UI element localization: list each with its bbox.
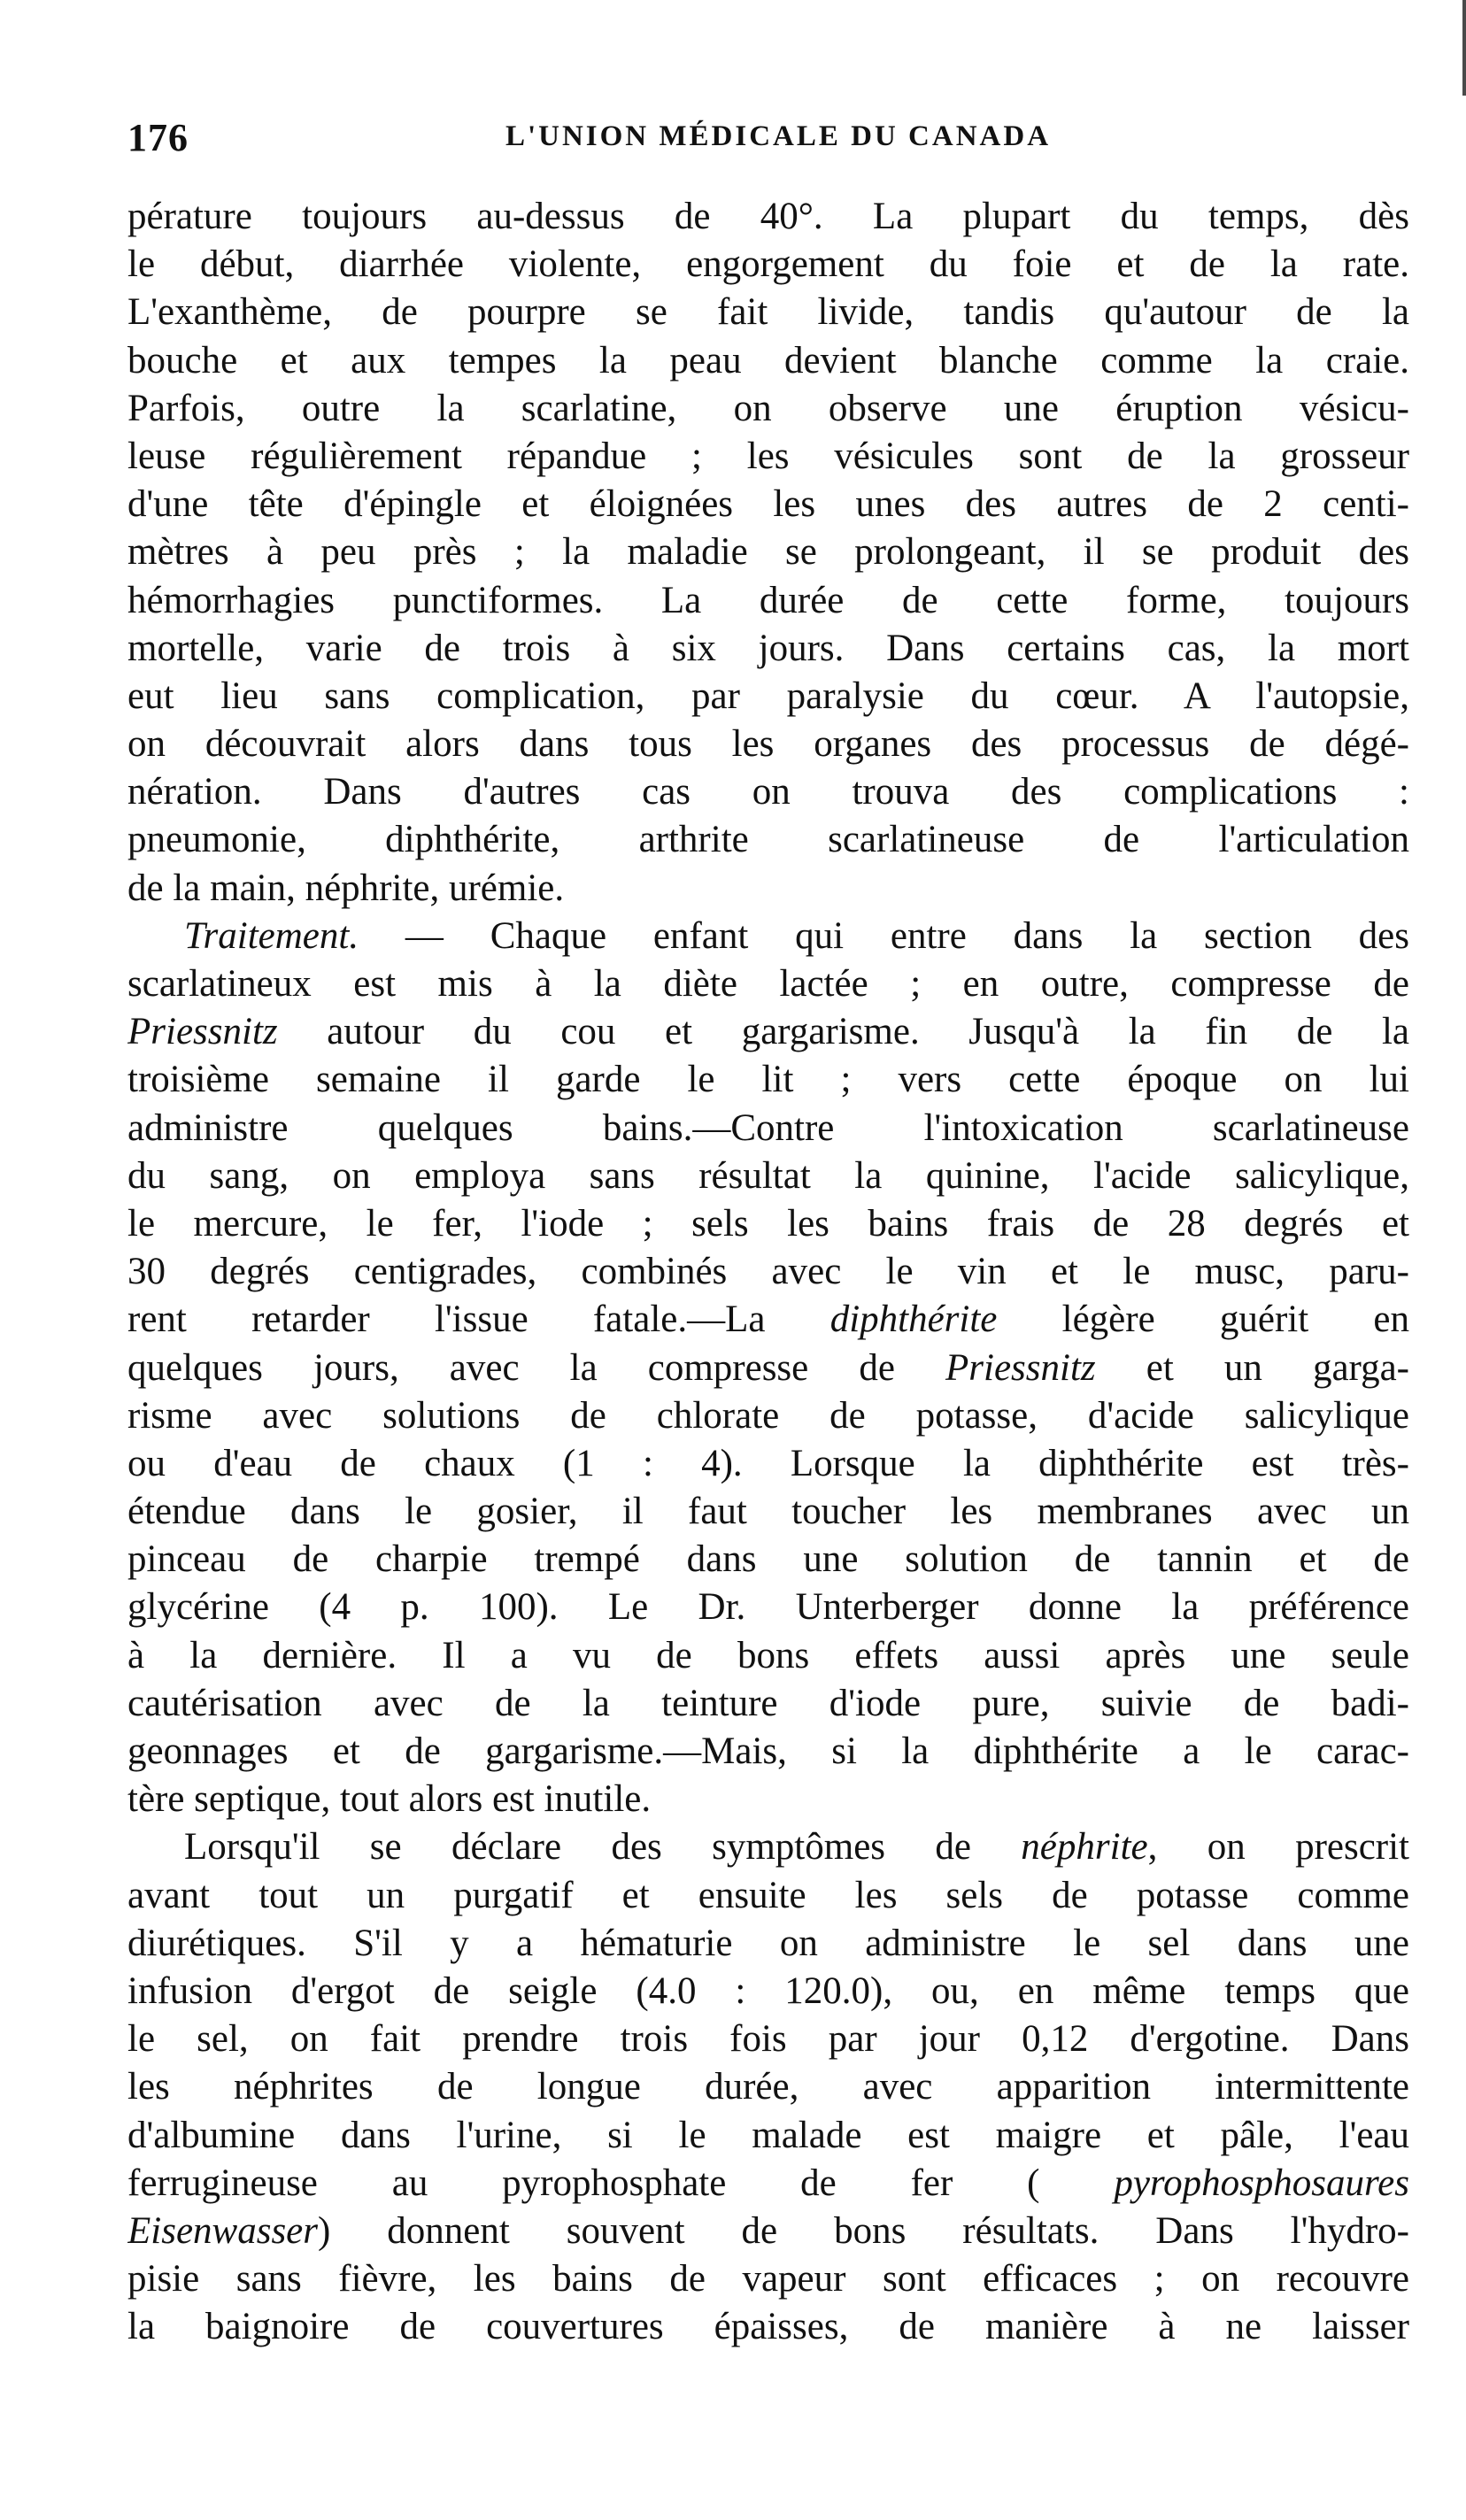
text-line <box>127 1345 1409 1392</box>
line-text: infusion d'ergot de seigle (4.0 : 120.0), ou, en même temps que <box>127 1969 1409 2012</box>
italic-term: pyrophosphosaures <box>1114 2162 1409 2204</box>
text-line <box>127 1536 1409 1584</box>
text-line <box>127 2160 1409 2208</box>
line-text: les néphrites de longue durée, avec apparition intermittente <box>127 2066 1409 2108</box>
text-line <box>127 768 1409 816</box>
text-line <box>127 816 1409 864</box>
line-text: Parfois, outre la scarlatine, on observe une éruption vésicu- <box>127 387 1409 429</box>
text-line <box>127 1152 1409 1200</box>
line-text: leuse régulièrement répandue ; les vésicules sont de la grosseur <box>127 435 1409 477</box>
line-text: troisième semaine il garde le lit ; vers cette époque on lui <box>127 1059 1409 1101</box>
text-line <box>127 1680 1409 1728</box>
text-line <box>127 2112 1409 2160</box>
line-text: nération. Dans d'autres cas on trouva des complications : <box>127 771 1409 813</box>
text-line <box>127 577 1409 625</box>
text-line <box>127 481 1409 528</box>
line-text: avant tout un purgatif et ensuite les sels de potasse comme <box>127 1874 1409 1916</box>
text-line <box>127 1296 1409 1344</box>
text-line <box>127 433 1409 481</box>
text-line <box>127 1728 1409 1776</box>
text-line <box>127 1248 1409 1296</box>
text-line <box>127 337 1409 385</box>
line-text: ou d'eau de chaux (1 : 4). Lorsque la diphthérite est très- <box>127 1442 1409 1484</box>
line-text: glycérine (4 p. 100). Le Dr. Unterberger donne la préférence <box>127 1586 1409 1629</box>
line-text: , on prescrit <box>1147 1826 1409 1869</box>
line-text: le début, diarrhée violente, engorgement du foie et de la rate. <box>127 243 1409 286</box>
text-line <box>127 1008 1409 1056</box>
text-line <box>127 1776 1409 1823</box>
text-line <box>127 913 1409 960</box>
text-line <box>127 1056 1409 1104</box>
scan-edge-mark <box>1462 0 1466 96</box>
text-line <box>127 193 1409 241</box>
line-text: du sang, on employa sans résultat la quinine, l'acide salicylique, <box>127 1154 1409 1197</box>
line-text: bouche et aux tempes la peau devient blanche comme la craie. <box>127 339 1409 381</box>
italic-term: Priessnitz <box>127 1011 278 1053</box>
text-line <box>127 1488 1409 1536</box>
line-text: pneumonie, diphthérite, arthrite scarlatineuse de l'articulation <box>127 819 1409 861</box>
line-text: de la main, néphrite, urémie. <box>127 867 565 909</box>
text-line <box>127 1823 1409 1871</box>
body-text <box>127 193 1409 2351</box>
line-text: eut lieu sans complication, par paralysie du cœur. A l'autopsie, <box>127 674 1409 717</box>
text-line <box>127 241 1409 289</box>
text-line <box>127 960 1409 1008</box>
line-text: Lorsqu'il se déclare des symptômes de <box>184 1826 1022 1869</box>
text-line <box>127 1920 1409 1968</box>
page-number: 176 <box>127 116 189 159</box>
text-line <box>127 625 1409 673</box>
text-line <box>127 865 1409 913</box>
line-text: le mercure, le fer, l'iode ; sels les bains frais de 28 degrés et <box>127 1202 1409 1245</box>
line-text: quelques jours, avec la compresse de <box>127 1346 946 1389</box>
line-text: tère septique, tout alors est inutile. <box>127 1778 652 1821</box>
line-text: cautérisation avec de la teinture d'iode pure, suivie de badi- <box>127 1682 1409 1724</box>
line-text: le sel, on fait prendre trois fois par jour 0,12 d'ergotine. Dans <box>127 2018 1409 2061</box>
page-header <box>127 106 1411 168</box>
text-line <box>127 1968 1409 2015</box>
text-line <box>127 2208 1409 2255</box>
italic-term: diphthérite <box>829 1299 998 1341</box>
text-line <box>127 1872 1409 1920</box>
line-text: scarlatineux est mis à la diète lactée ; en outre, compresse de <box>127 963 1409 1005</box>
line-text: on découvrait alors dans tous les organes des processus de dégé- <box>127 723 1409 766</box>
text-line <box>127 1105 1409 1152</box>
running-title: L'UNION MÉDICALE DU CANADA <box>505 120 1052 152</box>
line-text: ) donnent souvent de bons résultats. Dans l'hydro- <box>318 2209 1409 2252</box>
text-line <box>127 673 1409 721</box>
text-line <box>127 385 1409 433</box>
line-text: légère guérit en <box>997 1299 1409 1341</box>
italic-term: Traitement. <box>184 914 359 957</box>
line-text: geonnages et de gargarisme.—Mais, si la diphthérite a le carac- <box>127 1730 1409 1772</box>
line-text: mortelle, varie de trois à six jours. Dans certains cas, la mort <box>127 627 1409 669</box>
text-line <box>127 1200 1409 1248</box>
italic-term: Priessnitz <box>945 1346 1096 1389</box>
line-text: à la dernière. Il a vu de bons effets aussi après une seule <box>127 1634 1409 1676</box>
text-line <box>127 2255 1409 2303</box>
line-text: 30 degrés centigrades, combinés avec le vin et le musc, paru- <box>127 1251 1409 1293</box>
line-text: autour du cou et gargarisme. Jusqu'à la fin de la <box>277 1011 1409 1053</box>
line-text: pisie sans fièvre, les bains de vapeur sont efficaces ; on recouvre <box>127 2258 1409 2300</box>
line-text: d'albumine dans l'urine, si le malade est maigre et pâle, l'eau <box>127 2114 1409 2156</box>
line-text: administre quelques bains.—Contre l'intoxication scarlatineuse <box>127 1106 1409 1149</box>
line-text: la baignoire de couvertures épaisses, de manière à ne laisser <box>127 2306 1409 2348</box>
text-line <box>127 2063 1409 2111</box>
text-line <box>127 1392 1409 1440</box>
line-text: rent retarder l'issue fatale.—La <box>127 1299 830 1341</box>
text-line <box>127 2015 1409 2063</box>
line-text: hémorrhagies punctiformes. La durée de cette forme, toujours <box>127 579 1409 621</box>
line-text: ferrugineuse au pyrophosphate de fer ( <box>127 2162 1115 2204</box>
line-text: étendue dans le gosier, il faut toucher les membranes avec un <box>127 1491 1409 1533</box>
text-line <box>127 1632 1409 1680</box>
line-text: d'une tête d'épingle et éloignées les unes des autres de 2 centi- <box>127 483 1409 526</box>
line-text: diurétiques. S'il y a hématurie on administre le sel dans une <box>127 1922 1409 1964</box>
line-text: L'exanthème, de pourpre se fait livide, tandis qu'autour de la <box>127 291 1409 334</box>
line-text: pérature toujours au-dessus de 40°. La plupart du temps, dès <box>127 196 1409 237</box>
line-text: mètres à peu près ; la maladie se prolongeant, il se produit des <box>127 531 1409 574</box>
text-line <box>127 528 1409 576</box>
text-line <box>127 1440 1409 1488</box>
italic-term: Eisenwasser <box>127 2209 318 2252</box>
text-line <box>127 721 1409 768</box>
text-line <box>127 1584 1409 1631</box>
italic-term: néphrite <box>1021 1826 1148 1869</box>
text-line <box>127 2303 1409 2351</box>
text-line <box>127 289 1409 336</box>
line-text: — Chaque enfant qui entre dans la section des <box>359 914 1409 957</box>
line-text: pinceau de charpie trempé dans une solution de tannin et de <box>127 1538 1409 1581</box>
line-text: et un garga- <box>1095 1346 1409 1389</box>
line-text: risme avec solutions de chlorate de potasse, d'acide salicylique <box>127 1394 1409 1437</box>
